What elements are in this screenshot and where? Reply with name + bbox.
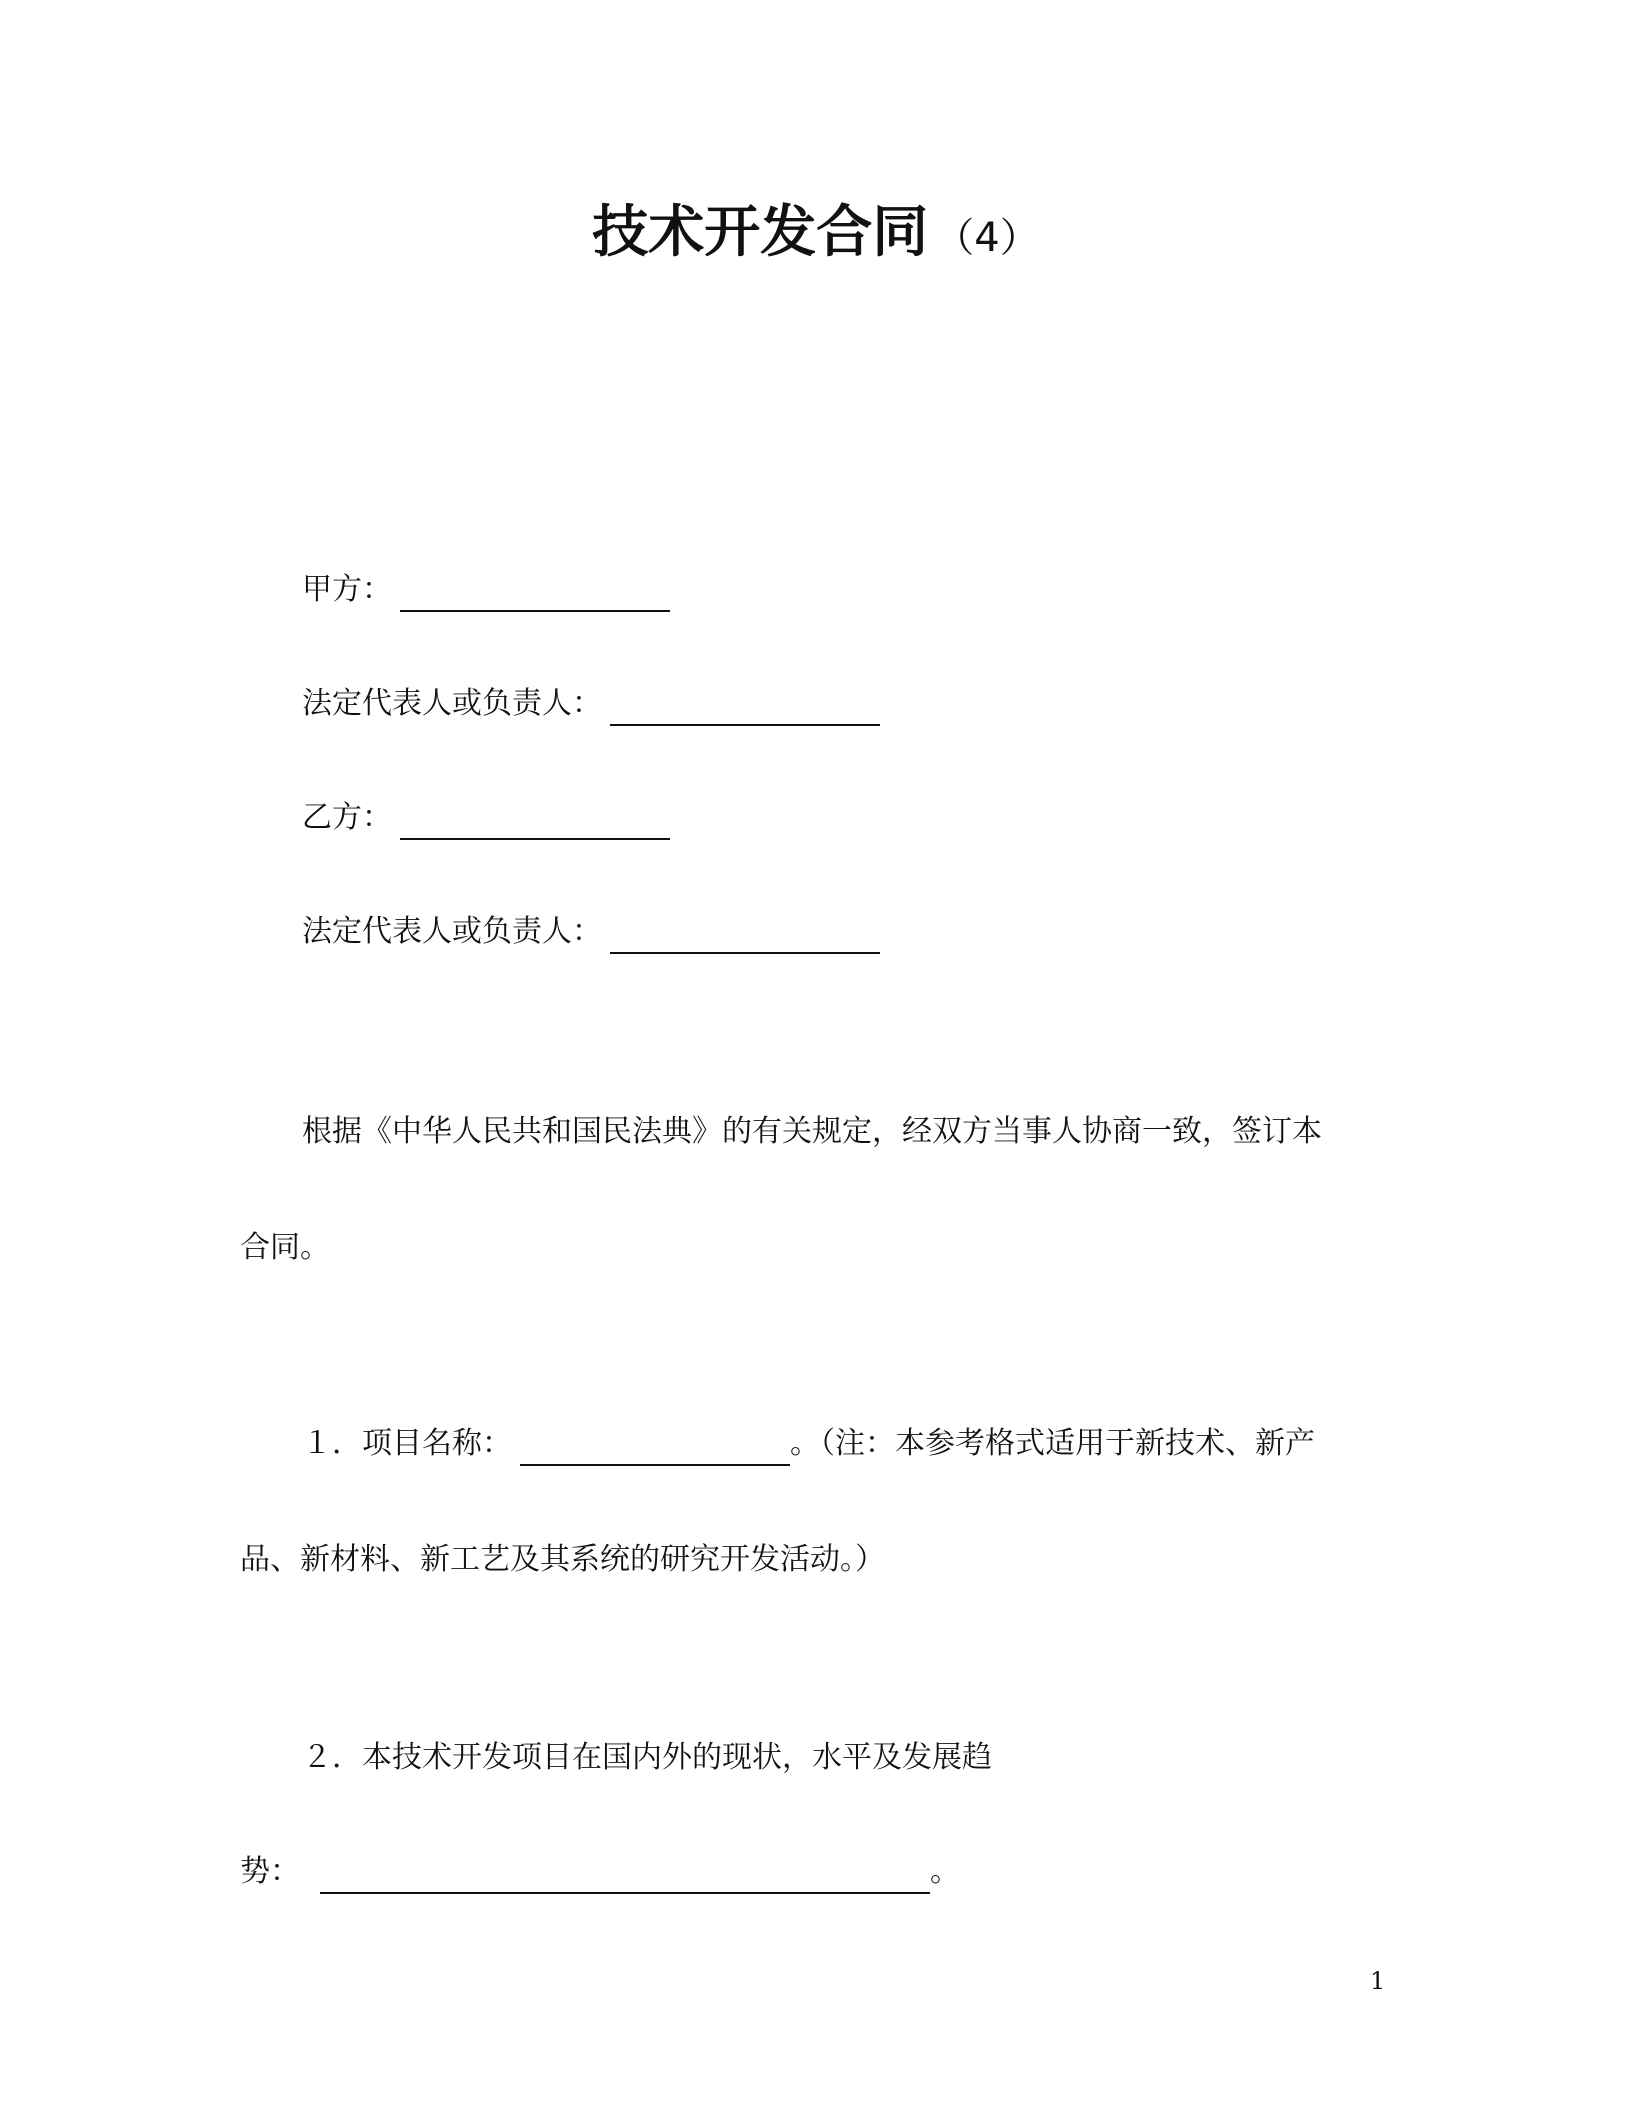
item-2-line-2 bbox=[240, 1850, 960, 1894]
party-a-rep-line bbox=[302, 682, 880, 726]
party-a-rep-label: 法定代表人或负责人： bbox=[302, 686, 602, 721]
party-b-label: 乙方： bbox=[302, 800, 392, 835]
item-1-prefix: １．项目名称： bbox=[302, 1426, 512, 1461]
title-text: 技术开发合同 bbox=[592, 200, 929, 265]
page-number: 1 bbox=[1370, 1967, 1386, 1995]
party-b-rep-label: 法定代表人或负责人： bbox=[302, 914, 602, 949]
development-status-blank[interactable] bbox=[320, 1858, 930, 1894]
party-a-label: 甲方： bbox=[302, 572, 392, 607]
item-1-suffix: 。（注：本参考格式适用于新技术、新产 bbox=[790, 1426, 1315, 1461]
project-name-blank[interactable] bbox=[520, 1430, 790, 1466]
party-b-line bbox=[302, 796, 670, 840]
intro-line-2: 合同。 bbox=[240, 1230, 330, 1265]
party-a-blank[interactable] bbox=[400, 576, 670, 612]
party-b-blank[interactable] bbox=[400, 804, 670, 840]
party-a-rep-blank[interactable] bbox=[610, 690, 880, 726]
intro-line-1: 根据《中华人民共和国民法典》的有关规定，经双方当事人协商一致，签订本 bbox=[302, 1114, 1322, 1149]
party-b-rep-blank[interactable] bbox=[610, 918, 880, 954]
item-1-line-2: 品、新材料、新工艺及其系统的研究开发活动。） bbox=[240, 1542, 885, 1577]
item-2-line-1: ２．本技术开发项目在国内外的现状，水平及发展趋 bbox=[302, 1740, 992, 1775]
item-2-prefix: 势： bbox=[240, 1854, 300, 1889]
party-b-rep-line bbox=[302, 910, 880, 954]
page-title bbox=[0, 195, 1632, 276]
party-a-line bbox=[302, 568, 670, 612]
item-2-suffix: 。 bbox=[930, 1854, 960, 1889]
item-1-line bbox=[302, 1422, 1315, 1466]
title-suffix: （4） bbox=[934, 215, 1040, 261]
